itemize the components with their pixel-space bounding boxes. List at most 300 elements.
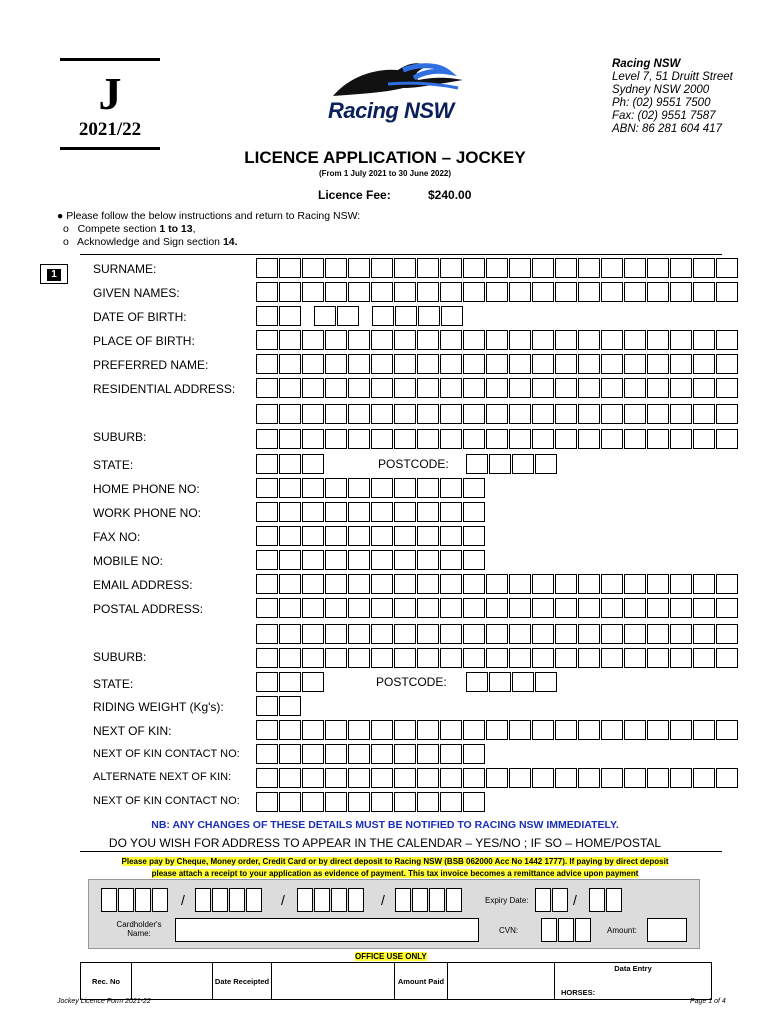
char-box[interactable] [532,354,554,374]
char-box[interactable] [509,282,531,302]
char-box[interactable] [371,354,393,374]
char-box[interactable] [372,306,394,326]
char-box[interactable] [394,429,416,449]
char-box[interactable] [302,624,324,644]
char-box[interactable] [256,526,278,546]
char-box[interactable] [337,306,359,326]
char-box[interactable] [279,574,301,594]
char-box[interactable] [535,672,557,692]
char-box[interactable] [348,478,370,498]
char-box[interactable] [256,624,278,644]
char-box[interactable] [509,330,531,350]
char-box[interactable] [578,429,600,449]
char-box[interactable] [394,404,416,424]
char-box[interactable] [348,648,370,668]
char-box[interactable] [466,672,488,692]
char-box[interactable] [716,768,738,788]
char-box[interactable] [256,354,278,374]
char-box[interactable] [314,306,336,326]
char-box[interactable] [693,429,715,449]
char-box[interactable] [395,306,417,326]
char-box[interactable] [578,768,600,788]
char-box[interactable] [463,720,485,740]
char-box[interactable] [532,720,554,740]
char-box[interactable] [555,598,577,618]
char-box[interactable] [624,282,646,302]
char-box[interactable] [325,526,347,546]
char-box[interactable] [463,330,485,350]
char-box[interactable] [647,282,669,302]
char-box[interactable] [348,354,370,374]
char-box[interactable] [512,672,534,692]
char-box[interactable] [417,354,439,374]
char-box[interactable] [647,258,669,278]
char-box[interactable] [486,282,508,302]
char-box[interactable] [463,768,485,788]
postal-state-boxes[interactable] [256,672,325,692]
char-box[interactable] [348,526,370,546]
char-box[interactable] [463,258,485,278]
amount-input[interactable] [647,918,687,942]
char-box[interactable] [486,768,508,788]
char-box[interactable] [371,648,393,668]
char-box[interactable] [670,258,692,278]
char-box[interactable] [463,502,485,522]
char-box[interactable] [670,404,692,424]
char-box[interactable] [486,404,508,424]
char-box[interactable] [693,720,715,740]
char-box[interactable] [693,574,715,594]
work-phone-boxes[interactable] [256,502,486,522]
char-box[interactable] [440,744,462,764]
char-box[interactable] [302,429,324,449]
char-box[interactable] [279,672,301,692]
char-box[interactable] [555,330,577,350]
char-box[interactable] [624,648,646,668]
char-box[interactable] [256,574,278,594]
char-box[interactable] [417,526,439,546]
char-box[interactable] [348,429,370,449]
char-box[interactable] [693,282,715,302]
char-box[interactable] [555,404,577,424]
char-box[interactable] [601,330,623,350]
char-box[interactable] [716,378,738,398]
state-boxes[interactable] [256,454,325,474]
char-box[interactable] [440,598,462,618]
char-box[interactable] [440,354,462,374]
char-box[interactable] [624,404,646,424]
next-of-kin-boxes[interactable] [256,720,739,740]
char-box[interactable] [417,258,439,278]
char-box[interactable] [555,282,577,302]
char-box[interactable] [302,404,324,424]
char-box[interactable] [302,720,324,740]
char-box[interactable] [647,574,669,594]
char-box[interactable] [302,330,324,350]
char-box[interactable] [371,720,393,740]
char-box[interactable] [532,282,554,302]
char-box[interactable] [532,404,554,424]
char-box[interactable] [302,282,324,302]
char-box[interactable] [463,744,485,764]
card-number-group-4[interactable] [395,888,463,912]
char-box[interactable] [670,429,692,449]
char-box[interactable] [279,648,301,668]
char-box[interactable] [555,648,577,668]
char-box[interactable] [463,404,485,424]
char-box[interactable] [624,429,646,449]
char-box[interactable] [578,378,600,398]
char-box[interactable] [371,478,393,498]
char-box[interactable] [624,624,646,644]
char-box[interactable] [440,378,462,398]
char-box[interactable] [279,330,301,350]
char-box[interactable] [601,720,623,740]
char-box[interactable] [716,282,738,302]
char-box[interactable] [441,306,463,326]
char-box[interactable] [555,720,577,740]
char-box[interactable] [417,550,439,570]
char-box[interactable] [693,624,715,644]
char-box[interactable] [417,744,439,764]
char-box[interactable] [325,330,347,350]
cvn-input[interactable] [541,918,592,942]
char-box[interactable] [394,624,416,644]
char-box[interactable] [256,550,278,570]
char-box[interactable] [371,768,393,788]
pob-boxes[interactable] [256,330,739,350]
char-box[interactable] [418,306,440,326]
dob-day-boxes[interactable] [256,306,302,326]
card-number-group-2[interactable] [195,888,263,912]
char-box[interactable] [256,282,278,302]
char-box[interactable] [371,598,393,618]
char-box[interactable] [463,429,485,449]
char-box[interactable] [693,768,715,788]
char-box[interactable] [716,354,738,374]
char-box[interactable] [532,598,554,618]
char-box[interactable] [532,330,554,350]
char-box[interactable] [463,378,485,398]
char-box[interactable] [394,502,416,522]
char-box[interactable] [463,282,485,302]
char-box[interactable] [279,624,301,644]
char-box[interactable] [417,502,439,522]
char-box[interactable] [601,768,623,788]
char-box[interactable] [440,478,462,498]
char-box[interactable] [256,478,278,498]
char-box[interactable] [440,502,462,522]
char-box[interactable] [256,454,278,474]
char-box[interactable] [624,598,646,618]
char-box[interactable] [394,330,416,350]
char-box[interactable] [302,378,324,398]
char-box[interactable] [670,768,692,788]
email-boxes[interactable] [256,574,739,594]
char-box[interactable] [256,768,278,788]
amount-paid-cell[interactable] [448,963,555,1000]
char-box[interactable] [624,720,646,740]
char-box[interactable] [371,744,393,764]
char-box[interactable] [371,624,393,644]
char-box[interactable] [670,720,692,740]
char-box[interactable] [440,768,462,788]
char-box[interactable] [601,574,623,594]
char-box[interactable] [440,550,462,570]
char-box[interactable] [578,648,600,668]
char-box[interactable] [440,429,462,449]
expiry-year[interactable] [589,888,623,912]
postal-suburb-boxes[interactable] [256,648,739,668]
char-box[interactable] [279,598,301,618]
postal-address-boxes-2[interactable] [256,624,739,644]
char-box[interactable] [624,768,646,788]
char-box[interactable] [601,598,623,618]
char-box[interactable] [489,454,511,474]
char-box[interactable] [647,598,669,618]
char-box[interactable] [624,354,646,374]
char-box[interactable] [647,378,669,398]
char-box[interactable] [371,378,393,398]
char-box[interactable] [509,624,531,644]
char-box[interactable] [256,696,278,716]
char-box[interactable] [670,378,692,398]
char-box[interactable] [256,648,278,668]
char-box[interactable] [302,672,324,692]
char-box[interactable] [256,378,278,398]
char-box[interactable] [417,330,439,350]
char-box[interactable] [716,330,738,350]
cardholder-name-input[interactable] [175,918,479,942]
char-box[interactable] [509,648,531,668]
char-box[interactable] [325,574,347,594]
char-box[interactable] [578,258,600,278]
char-box[interactable] [348,744,370,764]
char-box[interactable] [348,574,370,594]
expiry-month[interactable] [535,888,569,912]
char-box[interactable] [394,526,416,546]
char-box[interactable] [325,404,347,424]
card-number-group-3[interactable] [297,888,365,912]
char-box[interactable] [417,404,439,424]
char-box[interactable] [394,792,416,812]
surname-boxes[interactable] [256,258,739,278]
char-box[interactable] [325,502,347,522]
char-box[interactable] [555,574,577,594]
char-box[interactable] [535,454,557,474]
char-box[interactable] [394,648,416,668]
char-box[interactable] [555,429,577,449]
char-box[interactable] [647,720,669,740]
char-box[interactable] [555,768,577,788]
char-box[interactable] [348,768,370,788]
char-box[interactable] [371,792,393,812]
suburb-boxes[interactable] [256,429,739,449]
char-box[interactable] [394,378,416,398]
char-box[interactable] [279,378,301,398]
char-box[interactable] [417,720,439,740]
char-box[interactable] [463,648,485,668]
dob-year-boxes[interactable] [372,306,464,326]
char-box[interactable] [417,574,439,594]
char-box[interactable] [670,282,692,302]
char-box[interactable] [647,354,669,374]
char-box[interactable] [716,624,738,644]
char-box[interactable] [624,378,646,398]
char-box[interactable] [279,502,301,522]
char-box[interactable] [716,648,738,668]
char-box[interactable] [578,598,600,618]
char-box[interactable] [716,720,738,740]
char-box[interactable] [394,744,416,764]
char-box[interactable] [693,258,715,278]
char-box[interactable] [486,378,508,398]
char-box[interactable] [532,768,554,788]
postal-address-boxes-1[interactable] [256,598,739,618]
char-box[interactable] [325,768,347,788]
char-box[interactable] [463,354,485,374]
char-box[interactable] [463,574,485,594]
char-box[interactable] [601,354,623,374]
char-box[interactable] [509,768,531,788]
postcode-boxes[interactable] [466,454,558,474]
char-box[interactable] [647,429,669,449]
char-box[interactable] [532,624,554,644]
char-box[interactable] [486,574,508,594]
char-box[interactable] [486,429,508,449]
char-box[interactable] [647,768,669,788]
char-box[interactable] [693,354,715,374]
char-box[interactable] [371,330,393,350]
char-box[interactable] [647,624,669,644]
given-names-boxes[interactable] [256,282,739,302]
char-box[interactable] [302,354,324,374]
char-box[interactable] [670,330,692,350]
char-box[interactable] [578,574,600,594]
char-box[interactable] [371,574,393,594]
char-box[interactable] [466,454,488,474]
char-box[interactable] [440,624,462,644]
char-box[interactable] [325,550,347,570]
char-box[interactable] [486,354,508,374]
char-box[interactable] [601,648,623,668]
char-box[interactable] [325,258,347,278]
char-box[interactable] [279,720,301,740]
card-number-group-1[interactable] [101,888,169,912]
char-box[interactable] [348,330,370,350]
date-receipted-cell[interactable] [272,963,395,1000]
char-box[interactable] [716,258,738,278]
char-box[interactable] [394,258,416,278]
char-box[interactable] [624,330,646,350]
char-box[interactable] [624,258,646,278]
char-box[interactable] [463,792,485,812]
char-box[interactable] [555,258,577,278]
char-box[interactable] [325,792,347,812]
postal-postcode-boxes[interactable] [466,672,558,692]
char-box[interactable] [647,330,669,350]
char-box[interactable] [509,354,531,374]
char-box[interactable] [578,354,600,374]
char-box[interactable] [509,404,531,424]
char-box[interactable] [440,258,462,278]
char-box[interactable] [509,378,531,398]
mobile-boxes[interactable] [256,550,486,570]
char-box[interactable] [348,598,370,618]
char-box[interactable] [256,330,278,350]
char-box[interactable] [302,598,324,618]
char-box[interactable] [440,574,462,594]
char-box[interactable] [302,478,324,498]
char-box[interactable] [693,598,715,618]
char-box[interactable] [302,550,324,570]
char-box[interactable] [486,598,508,618]
char-box[interactable] [256,598,278,618]
char-box[interactable] [348,624,370,644]
char-box[interactable] [256,720,278,740]
char-box[interactable] [279,792,301,812]
char-box[interactable] [601,429,623,449]
riding-weight-boxes[interactable] [256,696,302,716]
residential-address-boxes-2[interactable] [256,404,739,424]
char-box[interactable] [489,672,511,692]
char-box[interactable] [647,404,669,424]
char-box[interactable] [302,768,324,788]
char-box[interactable] [555,624,577,644]
char-box[interactable] [371,550,393,570]
fax-boxes[interactable] [256,526,486,546]
char-box[interactable] [693,648,715,668]
char-box[interactable] [325,720,347,740]
char-box[interactable] [601,258,623,278]
char-box[interactable] [440,526,462,546]
char-box[interactable] [670,354,692,374]
char-box[interactable] [716,574,738,594]
char-box[interactable] [279,768,301,788]
char-box[interactable] [417,768,439,788]
char-box[interactable] [371,258,393,278]
char-box[interactable] [279,306,301,326]
char-box[interactable] [417,598,439,618]
char-box[interactable] [417,648,439,668]
char-box[interactable] [601,282,623,302]
char-box[interactable] [279,429,301,449]
char-box[interactable] [394,720,416,740]
char-box[interactable] [371,404,393,424]
char-box[interactable] [532,258,554,278]
char-box[interactable] [486,258,508,278]
char-box[interactable] [256,429,278,449]
char-box[interactable] [463,624,485,644]
char-box[interactable] [348,404,370,424]
char-box[interactable] [440,330,462,350]
char-box[interactable] [394,550,416,570]
char-box[interactable] [302,526,324,546]
char-box[interactable] [486,330,508,350]
char-box[interactable] [486,648,508,668]
char-box[interactable] [279,550,301,570]
char-box[interactable] [463,550,485,570]
char-box[interactable] [512,454,534,474]
char-box[interactable] [509,574,531,594]
data-entry-cell[interactable] [555,963,712,1000]
char-box[interactable] [394,478,416,498]
char-box[interactable] [463,598,485,618]
char-box[interactable] [256,672,278,692]
char-box[interactable] [371,429,393,449]
alt-nok-boxes[interactable] [256,768,739,788]
char-box[interactable] [693,404,715,424]
